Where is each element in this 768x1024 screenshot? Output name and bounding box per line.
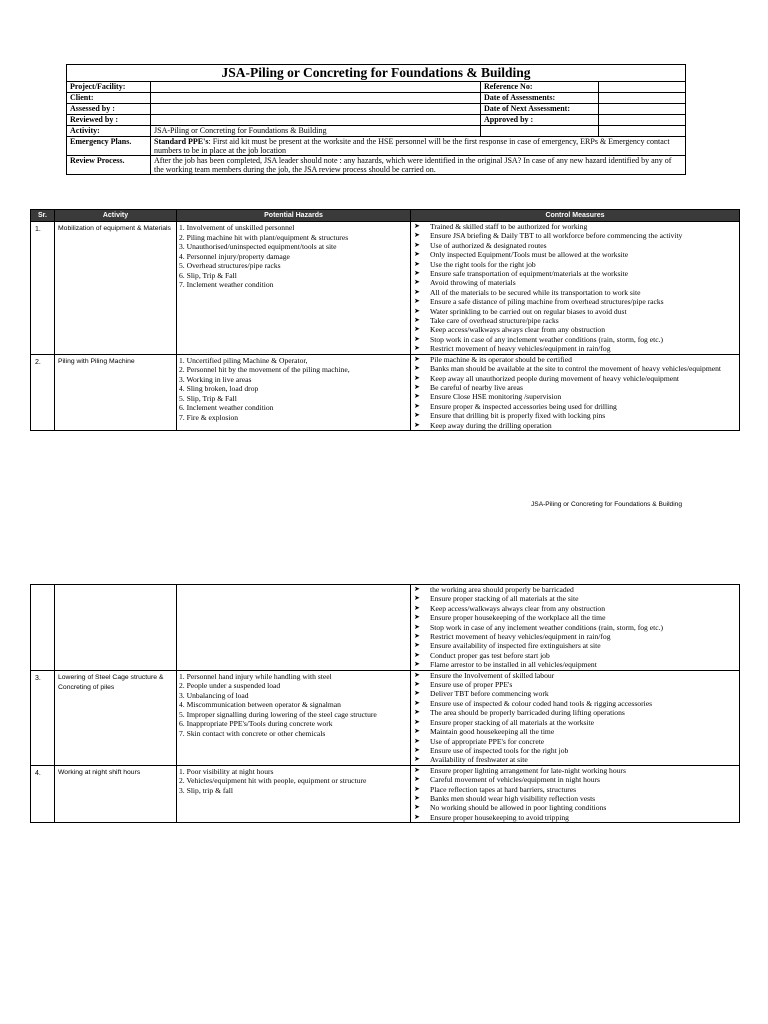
arrow-bullet-icon: ➤ [414, 812, 420, 821]
control-measure-item [412, 680, 738, 689]
arrow-bullet-icon: ➤ [414, 689, 420, 698]
arrow-bullet-icon: ➤ [414, 325, 420, 334]
project-facility-value [151, 82, 481, 93]
control-measure-text: Be careful of nearby live areas [430, 382, 523, 392]
activity-cell: Lowering of Steel Cage structure & Concreting of piles [55, 670, 177, 765]
control-measure-item [412, 766, 738, 775]
control-measure-item [412, 794, 738, 803]
control-measure-item [412, 231, 738, 240]
control-measure-item [412, 241, 738, 250]
control-measure-item [412, 297, 738, 306]
control-measure-text: Use the right tools for the right job [430, 259, 536, 269]
control-measure-text: Restrict movement of heavy vehicles/equipment in rain/fog [430, 344, 611, 354]
arrow-bullet-icon: ➤ [414, 297, 420, 306]
hazard-item: 4. Sling broken, load drop [179, 384, 259, 394]
control-measure-item [412, 355, 738, 364]
arrow-bullet-icon: ➤ [414, 793, 420, 802]
hazards-cell [177, 585, 411, 671]
hazard-item: 6. Slip, Trip & Fall [179, 270, 237, 280]
arrow-bullet-icon: ➤ [414, 354, 420, 363]
arrow-bullet-icon: ➤ [414, 250, 420, 259]
control-measure-item [412, 411, 738, 420]
control-measure-item [412, 813, 738, 822]
control-measure-item [412, 785, 738, 794]
control-measure-text: Ensure availability of inspected fire extinguishers at site [430, 641, 601, 651]
control-measure-text: Ensure the Involvement of skilled labour [430, 670, 555, 680]
arrow-bullet-icon: ➤ [414, 745, 420, 754]
control-measure-item [412, 421, 738, 430]
arrow-bullet-icon: ➤ [414, 755, 420, 764]
arrow-bullet-icon: ➤ [414, 392, 420, 401]
control-measure-item [412, 222, 738, 231]
emergency-plans-label: Emergency Plans. [67, 137, 151, 156]
hazard-item: 3. Unauthorised/uninspected equipment/tools at site [179, 242, 337, 251]
control-measure-item [412, 585, 738, 594]
column-header-activity: Activity [55, 210, 177, 222]
project-facility-label: Project/Facility: [67, 82, 151, 93]
control-measure-text: All of the materials to be secured while its transportation to work site [430, 287, 641, 297]
hazards-cell [177, 222, 411, 355]
control-measure-text: Only inspected Equipment/Tools must be allowed at the worksite [430, 250, 629, 260]
control-measure-text: Conduct proper gas test before start job [430, 650, 550, 660]
control-measure-item [412, 671, 738, 680]
hazard-item: 2. Personnel hit by the movement of the piling machine, [179, 365, 350, 375]
arrow-bullet-icon: ➤ [414, 411, 420, 420]
control-measure-text: Ensure Close HSE monitoring /supervision [430, 392, 562, 402]
control-measure-text: the working area should properly be barricaded [430, 585, 574, 594]
hazard-item: 1. Uncertified piling Machine & Operator, [179, 355, 308, 365]
hazard-item: 1. Personnel hand injury while handling with steel [179, 671, 332, 681]
control-measure-item [412, 269, 738, 278]
review-process-value: After the job has been completed, JSA leader should note : any hazards, which were identified in the original JSA? In case of any new hazard identified by any of the working team members during the job, the JSA review process should be carried on. [151, 156, 686, 175]
control-measure-item [412, 660, 738, 669]
activity-cell: Mobilization of equipment & Materials [55, 222, 177, 355]
control-measure-text: Deliver TBT before commencing work [430, 689, 549, 699]
client-value [151, 93, 481, 104]
table-row [31, 222, 740, 355]
table-row [31, 585, 740, 671]
control-measure-text: No working should be allowed in poor lighting conditions [430, 803, 607, 813]
hazard-item: 5. Slip, Trip & Fall [179, 393, 237, 403]
hazards-cell [177, 765, 411, 822]
arrow-bullet-icon: ➤ [414, 222, 420, 230]
control-measure-item [412, 689, 738, 698]
control-measure-item [412, 651, 738, 660]
arrow-bullet-icon: ➤ [414, 727, 420, 736]
reference-no-value [599, 82, 686, 93]
control-measure-item [412, 632, 738, 641]
control-measure-text: Ensure that drilling bit is properly fixed with locking pins [430, 411, 606, 421]
arrow-bullet-icon: ➤ [414, 259, 420, 268]
control-measure-item [412, 737, 738, 746]
hazard-item: 2. Vehicles/equipment hit with people, equipment or structure [179, 776, 367, 786]
arrow-bullet-icon: ➤ [414, 401, 420, 410]
control-measure-text: Pile machine & its operator should be certified [430, 354, 572, 364]
page-footer: JSA-Piling or Concreting for Foundations & Building [531, 501, 683, 508]
control-measure-item [412, 604, 738, 613]
document-title: JSA-Piling or Concreting for Foundations & Building [67, 65, 686, 82]
control-measure-text: Ensure JSA briefing & Daily TBT to all workforce before commencing the activity [430, 231, 683, 241]
approved-by-label: Approved by : [481, 115, 599, 126]
control-measure-item [412, 775, 738, 784]
review-process-label: Review Process. [67, 156, 151, 175]
control-measure-item [412, 335, 738, 344]
reviewed-by-label: Reviewed by : [67, 115, 151, 126]
arrow-bullet-icon: ➤ [414, 269, 420, 278]
control-measure-item [412, 803, 738, 812]
control-measure-text: Stop work in case of any inclement weather conditions (rain, storm, fog etc.) [430, 334, 664, 344]
hazard-item: 1. Poor visibility at night hours [179, 766, 274, 776]
control-measure-text: Ensure use of inspected & colour coded hand tools & rigging accessories [430, 698, 653, 708]
arrow-bullet-icon: ➤ [414, 613, 420, 622]
row-number: 3. [31, 670, 55, 765]
control-measure-item [412, 307, 738, 316]
arrow-bullet-icon: ➤ [414, 231, 420, 240]
hazard-item: 6. Inappropriate PPE's/Tools during concrete work [179, 719, 333, 729]
date-next-assessment-value [599, 104, 686, 115]
arrow-bullet-icon: ➤ [414, 736, 420, 745]
reviewed-by-value [151, 115, 481, 126]
arrow-bullet-icon: ➤ [414, 680, 420, 689]
control-measure-text: Keep away during the drilling operation [430, 420, 552, 430]
control-measure-item [412, 383, 738, 392]
row-number: 4. [31, 765, 55, 822]
control-measure-item [412, 316, 738, 325]
control-measure-text: Stop work in case of any inclement weather conditions (rain, storm, fog etc.) [430, 622, 664, 632]
arrow-bullet-icon: ➤ [414, 717, 420, 726]
control-measure-text: Place reflection tapes at hard barriers, structures [430, 784, 577, 794]
control-measure-text: Ensure a safe distance of piling machine from overhead structures/pipe racks [430, 297, 664, 307]
arrow-bullet-icon: ➤ [414, 420, 420, 429]
control-measure-text: Keep away all unauthorized people during movement of heavy vehicle/equipment [430, 373, 680, 383]
hazard-item: 3. Slip, trip & fall [179, 785, 233, 795]
hazard-item: 6. Inclement weather condition [179, 403, 274, 413]
control-measure-text: Ensure use of inspected tools for the right job [430, 745, 569, 755]
table-row [31, 670, 740, 765]
arrow-bullet-icon: ➤ [414, 334, 420, 343]
activity-label: Activity: [67, 126, 151, 137]
control-measure-item [412, 727, 738, 736]
control-measure-item [412, 325, 738, 334]
control-measure-text: Ensure proper & inspected accessories being used for drilling [430, 401, 617, 411]
controls-cell [411, 585, 740, 671]
control-measure-item [412, 613, 738, 622]
hazard-item: 4. Personnel injury/property damage [179, 251, 290, 261]
hazard-item: 5. Overhead structures/pipe racks [179, 261, 281, 270]
control-measure-item [412, 374, 738, 383]
control-measure-text: Ensure proper housekeeping to avoid tripping [430, 812, 569, 822]
jsa-header-table [66, 64, 686, 175]
control-measure-item [412, 288, 738, 297]
control-measure-text: Ensure proper housekeeping of the workplace all the time [430, 613, 606, 623]
arrow-bullet-icon: ➤ [414, 287, 420, 296]
hazards-cell [177, 354, 411, 430]
hazard-item: 2. People under a suspended load [179, 681, 281, 691]
control-measure-text: The area should be properly barricaded during lifting operations [430, 708, 625, 718]
hazard-table-page-2 [30, 584, 740, 823]
arrow-bullet-icon: ➤ [414, 344, 420, 353]
column-header-sr: Sr. [31, 210, 55, 222]
control-measure-text: Flame arrestor to be installed in all vehicles/equipment [430, 660, 597, 670]
controls-cell [411, 222, 740, 355]
control-measure-item [412, 344, 738, 353]
arrow-bullet-icon: ➤ [414, 670, 420, 679]
arrow-bullet-icon: ➤ [414, 650, 420, 659]
approved-by-value [599, 115, 686, 126]
control-measure-text: Ensure use of proper PPE's [430, 680, 513, 690]
control-measure-item [412, 594, 738, 603]
control-measure-item [412, 755, 738, 764]
arrow-bullet-icon: ➤ [414, 660, 420, 669]
table-row [31, 765, 740, 822]
column-header-control-measures: Control Measures [411, 210, 740, 222]
arrow-bullet-icon: ➤ [414, 775, 420, 784]
hazard-item: 7. Fire & explosion [179, 412, 239, 422]
arrow-bullet-icon: ➤ [414, 278, 420, 287]
control-measure-text: Maintain good housekeeping all the time [430, 727, 555, 737]
arrow-bullet-icon: ➤ [414, 603, 420, 612]
table-row [31, 354, 740, 430]
arrow-bullet-icon: ➤ [414, 594, 420, 603]
activity-cell [55, 585, 177, 671]
reference-no-label: Reference No: [481, 82, 599, 93]
control-measure-text: Restrict movement of heavy vehicles/equipment in rain/fog [430, 632, 611, 642]
arrow-bullet-icon: ➤ [414, 316, 420, 325]
hazard-item: 5. Improper signalling during lowering of the steel cage structure [179, 709, 377, 719]
control-measure-item [412, 278, 738, 287]
activity-cell: Working at night shift hours [55, 765, 177, 822]
control-measure-text: Ensure proper lighting arrangement for late-night working hours [430, 765, 626, 775]
control-measure-item [412, 623, 738, 632]
control-measure-text: Trained & skilled staff to be authorized for working [430, 222, 588, 231]
arrow-bullet-icon: ➤ [414, 803, 420, 812]
control-measure-text: Careful movement of vehicles/equipment in night hours [430, 775, 600, 785]
date-next-assessment-label: Date of Next Assessment: [481, 104, 599, 115]
arrow-bullet-icon: ➤ [414, 632, 420, 641]
control-measure-text: Banks man should be available at the site to control the movement of heavy vehicles/equipment [430, 364, 722, 374]
hazard-item: 4. Miscommunication between operator & signalman [179, 700, 341, 710]
arrow-bullet-icon: ➤ [414, 641, 420, 650]
arrow-bullet-icon: ➤ [414, 373, 420, 382]
control-measure-item [412, 641, 738, 650]
hazard-item: 7. Skin contact with concrete or other chemicals [179, 728, 326, 738]
hazard-item: 3. Working in live areas [179, 374, 252, 384]
control-measure-item [412, 746, 738, 755]
arrow-bullet-icon: ➤ [414, 708, 420, 717]
arrow-bullet-icon: ➤ [414, 765, 420, 774]
activity-cell: Piling with Piling Machine [55, 354, 177, 430]
emergency-plans-value: Standard PPE's: First aid kit must be present at the worksite and the HSE personnel will be the first response in case of emergency, ERPs & Emergency contact numbers to be in place at the job location [151, 137, 686, 156]
row-number [31, 585, 55, 671]
control-measure-item [412, 402, 738, 411]
controls-cell [411, 670, 740, 765]
arrow-bullet-icon: ➤ [414, 364, 420, 373]
control-measure-item [412, 699, 738, 708]
control-measure-text: Avoid throwing of materials [430, 278, 516, 288]
arrow-bullet-icon: ➤ [414, 382, 420, 391]
control-measure-text: Banks men should wear high visibility reflection vests [430, 793, 596, 803]
control-measure-item [412, 708, 738, 717]
assessed-by-value [151, 104, 481, 115]
hazard-table-page-1 [30, 209, 740, 431]
hazard-item: 1. Involvement of unskilled personnel [179, 223, 295, 232]
control-measure-text: Ensure proper stacking of all materials at the site [430, 594, 579, 604]
control-measure-text: Keep access/walkways always clear from any obstruction [430, 325, 606, 335]
row-number: 1. [31, 222, 55, 355]
control-measure-item [412, 364, 738, 373]
arrow-bullet-icon: ➤ [414, 585, 420, 593]
hazard-item: 7. Inclement weather condition [179, 280, 274, 289]
activity-value: JSA-Piling or Concreting for Foundations & Building [151, 126, 481, 137]
control-measure-text: Use of appropriate PPE's for concrete [430, 736, 545, 746]
hazard-item: 3. Unbalancing of load [179, 690, 249, 700]
column-header-potential-hazards: Potential Hazards [177, 210, 411, 222]
control-measure-text: Water sprinkling to be carried out on regular biases to avoid dust [430, 306, 627, 316]
client-label: Client: [67, 93, 151, 104]
assessed-by-label: Assessed by : [67, 104, 151, 115]
control-measure-text: Keep access/walkways always clear from any obstruction [430, 603, 606, 613]
control-measure-item [412, 718, 738, 727]
control-measure-text: Availability of freshwater at site [430, 755, 528, 765]
hazards-cell [177, 670, 411, 765]
control-measure-text: Take care of overhead structure/pipe racks [430, 316, 559, 326]
control-measure-item [412, 250, 738, 259]
date-of-assessments-label: Date of Assessments: [481, 93, 599, 104]
control-measure-text: Ensure proper stacking of all materials at the worksite [430, 717, 595, 727]
arrow-bullet-icon: ➤ [414, 784, 420, 793]
hazard-item: 2. Piling machine hit with plant/equipment & structures [179, 232, 349, 242]
arrow-bullet-icon: ➤ [414, 698, 420, 707]
control-measure-item [412, 392, 738, 401]
row-number: 2. [31, 354, 55, 430]
arrow-bullet-icon: ➤ [414, 240, 420, 249]
control-measure-text: Use of authorized & designated routes [430, 240, 547, 250]
controls-cell [411, 354, 740, 430]
control-measure-text: Ensure safe transportation of equipment/materials at the worksite [430, 269, 629, 279]
control-measure-item [412, 260, 738, 269]
arrow-bullet-icon: ➤ [414, 622, 420, 631]
date-of-assessments-value [599, 93, 686, 104]
controls-cell [411, 765, 740, 822]
arrow-bullet-icon: ➤ [414, 306, 420, 315]
